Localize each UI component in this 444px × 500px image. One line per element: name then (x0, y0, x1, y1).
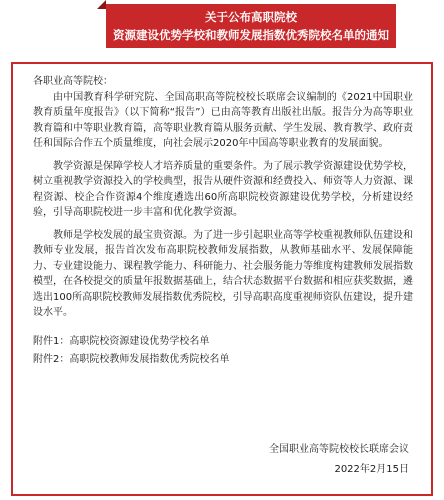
document-body (33, 74, 413, 369)
salutation: 各职业高等院校： (33, 76, 113, 87)
title-banner-area (0, 0, 444, 50)
document-frame (11, 62, 433, 496)
paragraph-teaching-resources: 教学资源是保障学校人才培养质量的重要条件。为了展示教学资源建设优势学校，树立重视教学资源投入的学校典型，报告从硬件资源和经费投入、师资等人力资源、课程资源、校企合作资源4个维度遴选出60所高职院校资源建设优势学校，分析建设经验，引导高职院校进一步丰富和优化教学资源。 (33, 160, 413, 218)
signature-date: 2022年2月15日 (334, 464, 409, 475)
title-banner (106, 4, 396, 48)
signature-block (269, 440, 409, 480)
banner-title-line-1: 关于公布高职院校 (205, 10, 297, 24)
paragraph-report-intro: 由中国教育科学研究院、全国高职高等院校校长联席会议编制的《2021中国职业教育质量年度报告》（以下简称“报告”）已由高等教育出版社出版。报告分为高等职业教育篇和中等职业教育篇，高等职业教育篇从服务贡献、学生发展、教育教学、政府责任和国际合作五个质量维度，向社会展示2020年中国高等职业教育的发展面貌。 (33, 91, 413, 149)
attachments-list (33, 333, 413, 369)
attachment-item-2[interactable]: 附件2：高职院校教师发展指数优秀院校名单 (33, 353, 230, 365)
paragraph-teacher-development: 教师是学校发展的最宝贵资源。为了进一步引起职业高等学校重视教师队伍建设和教师专业发展，报告首次发布高职院校教师发展指数，从教师基础水平、发展保障能力、专业建设能力、课程教学能力、科研能力、社会服务能力等维度构建教师发展指数模型，在各校提交的质量年报数据基础上，结合状态数据平台数据和相应获奖数据，遴选出100所高职院校教师发展指数优秀院校，引导高职高度重视师资队伍建设，提升建设水平。 (33, 229, 413, 318)
signature-organization: 全国职业高等院校校长联席会议 (269, 444, 409, 455)
banner-fold-decoration (97, 0, 106, 9)
banner-title-line-2: 资源建设优势学校和教师发展指数优秀院校名单的通知 (113, 28, 389, 42)
attachment-item-1[interactable]: 附件1：高职院校资源建设优势学校名单 (33, 335, 210, 347)
